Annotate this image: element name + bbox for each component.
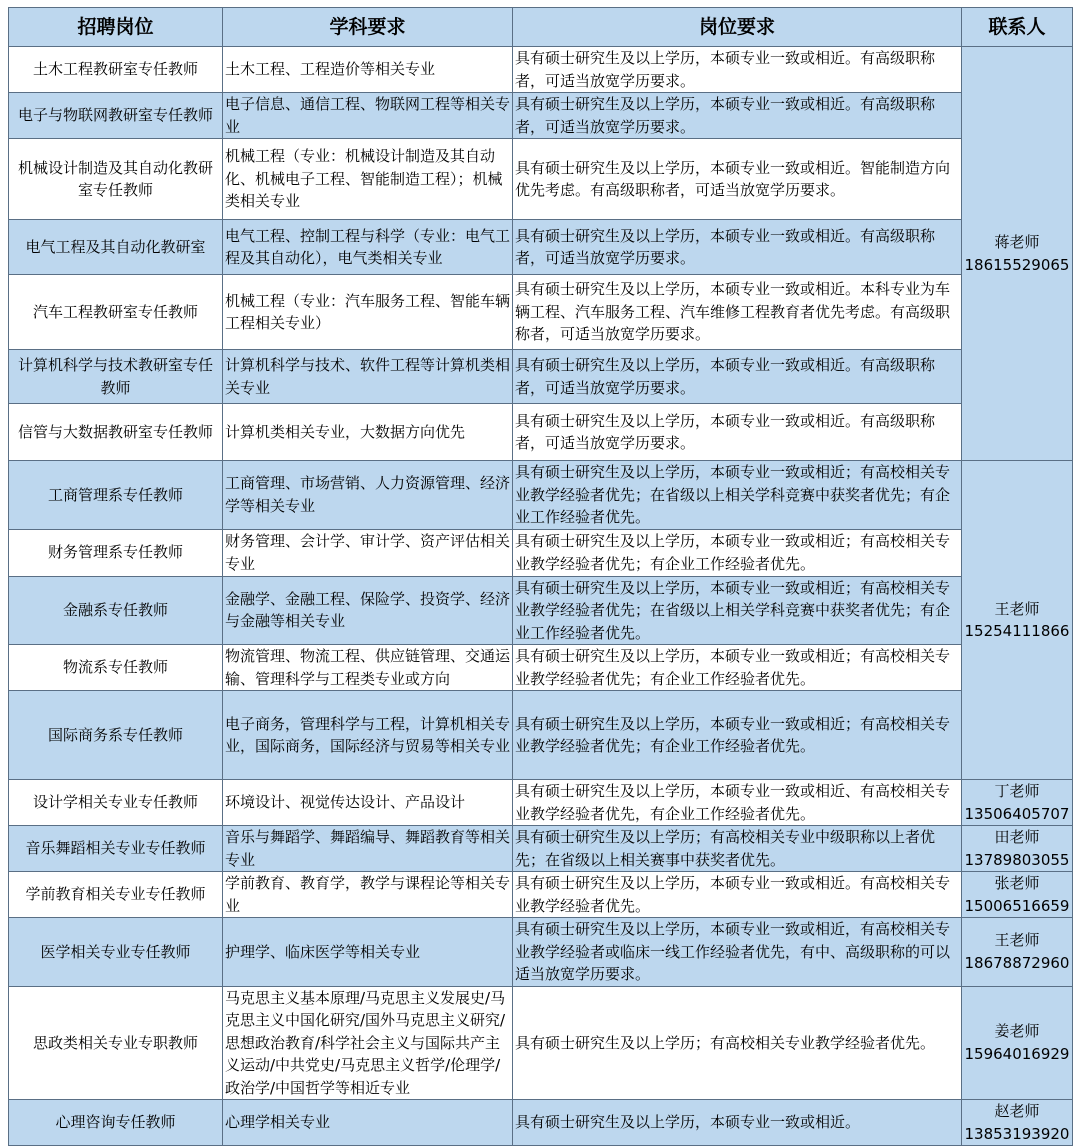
subject-cell: 计算机类相关专业，大数据方向优先	[223, 404, 513, 461]
requirement-cell: 具有硕士研究生及以上学历；有高校相关专业中级职称以上者优先；在省级以上相关赛事中获奖者优先。	[513, 826, 962, 872]
contact-name: 赵老师	[994, 1102, 1040, 1120]
contact-cell	[962, 826, 1073, 872]
contact-name: 蒋老师	[994, 233, 1040, 251]
contact-name: 姜老师	[994, 1022, 1040, 1041]
requirement-cell: 具有硕士研究生及以上学历，本硕专业一致或相近。有高校相关专业教学经验者优先。	[513, 872, 962, 918]
contact-cell	[962, 47, 1073, 461]
contact-name: 田老师	[994, 828, 1040, 846]
position-cell: 音乐舞蹈相关专业专任教师	[9, 826, 223, 872]
recruitment-table	[8, 7, 1073, 1146]
position-cell: 电子与物联网教研室专任教师	[9, 93, 223, 139]
contact-phone: 13789803055	[964, 850, 1070, 869]
contact-name: 王老师	[994, 931, 1040, 950]
contact-phone: 18615529065	[964, 255, 1070, 274]
position-cell: 工商管理系专任教师	[9, 461, 223, 530]
contact-phone: 13853193920	[964, 1124, 1070, 1143]
subject-cell: 护理学、临床医学等相关专业	[223, 918, 513, 987]
header-position: 招聘岗位	[9, 8, 223, 47]
subject-cell: 机械工程（专业：机械设计制造及其自动化、机械电子工程、智能制造工程）；机械类相关专业	[223, 139, 513, 220]
header-requirement: 岗位要求	[513, 8, 962, 47]
table-row	[9, 1100, 1073, 1146]
subject-cell: 机械工程（专业：汽车服务工程、智能车辆工程相关专业）	[223, 275, 513, 350]
table-row	[9, 986, 1073, 1100]
contact-name: 丁老师	[994, 782, 1040, 800]
subject-cell: 电子商务，管理科学与工程，计算机相关专业，国际商务，国际经济与贸易等相关专业	[223, 691, 513, 780]
position-cell: 心理咨询专任教师	[9, 1100, 223, 1146]
requirement-cell: 具有硕士研究生及以上学历；有高校相关专业教学经验者优先。	[513, 986, 962, 1100]
requirement-cell: 具有硕士研究生及以上学历，本硕专业一致或相近，有高校相关专业教学经验者或临床一线工作经验者优先，有中、高级职称的可以适当放宽学历要求。	[513, 918, 962, 987]
contact-cell	[962, 918, 1073, 987]
table-row	[9, 350, 1073, 404]
requirement-cell: 具有硕士研究生及以上学历，本硕专业一致或相近。有高级职称者，可适当放宽学历要求。	[513, 220, 962, 275]
requirement-cell: 具有硕士研究生及以上学历，本硕专业一致或相近；有高校相关专业教学经验者优先；有企业工作经验者优先。	[513, 529, 962, 576]
requirement-cell: 具有硕士研究生及以上学历，本硕专业一致或相近。本科专业为车辆工程、汽车服务工程、汽车维修工程教育者优先考虑。有高级职称者，可适当放宽学历要求。	[513, 275, 962, 350]
requirement-cell: 具有硕士研究生及以上学历，本硕专业一致或相近。智能制造方向优先考虑。有高级职称者，可适当放宽学历要求。	[513, 139, 962, 220]
table-row	[9, 918, 1073, 987]
position-cell: 财务管理系专任教师	[9, 529, 223, 576]
position-cell: 信管与大数据教研室专任教师	[9, 404, 223, 461]
position-cell: 学前教育相关专业专任教师	[9, 872, 223, 918]
position-cell: 思政类相关专业专职教师	[9, 986, 223, 1100]
table-row	[9, 576, 1073, 645]
position-cell: 医学相关专业专任教师	[9, 918, 223, 987]
subject-cell: 电子信息、通信工程、物联网工程等相关专业	[223, 93, 513, 139]
subject-cell: 金融学、金融工程、保险学、投资学、经济与金融等相关专业	[223, 576, 513, 645]
header-contact: 联系人	[962, 8, 1073, 47]
requirement-cell: 具有硕士研究生及以上学历，本硕专业一致或相近。有高级职称者，可适当放宽学历要求。	[513, 93, 962, 139]
position-cell: 机械设计制造及其自动化教研室专任教师	[9, 139, 223, 220]
requirement-cell: 具有硕士研究生及以上学历，本硕专业一致或相近。	[513, 1100, 962, 1146]
requirement-cell: 具有硕士研究生及以上学历，本硕专业一致或相近。有高级职称者，可适当放宽学历要求。	[513, 404, 962, 461]
requirement-cell: 具有硕士研究生及以上学历，本硕专业一致或相近；有高校相关专业教学经验者优先；在省级以上相关学科竞赛中获奖者优先；有企业工作经验者优先。	[513, 461, 962, 530]
contact-name: 王老师	[994, 599, 1040, 618]
table-row	[9, 139, 1073, 220]
table-row	[9, 47, 1073, 93]
position-cell: 电气工程及其自动化教研室	[9, 220, 223, 275]
subject-cell: 心理学相关专业	[223, 1100, 513, 1146]
table-row	[9, 404, 1073, 461]
table-row	[9, 93, 1073, 139]
position-cell: 国际商务系专任教师	[9, 691, 223, 780]
subject-cell: 财务管理、会计学、审计学、资产评估相关专业	[223, 529, 513, 576]
subject-cell: 计算机科学与技术、软件工程等计算机类相关专业	[223, 350, 513, 404]
table-row	[9, 461, 1073, 530]
contact-cell	[962, 461, 1073, 780]
requirement-cell: 具有硕士研究生及以上学历，本硕专业一致或相近。有高级职称者，可适当放宽学历要求。	[513, 350, 962, 404]
position-cell: 金融系专任教师	[9, 576, 223, 645]
contact-cell	[962, 1100, 1073, 1146]
contact-phone: 15006516659	[964, 896, 1070, 915]
table-row	[9, 780, 1073, 826]
subject-cell: 学前教育、教育学，教学与课程论等相关专业	[223, 872, 513, 918]
contact-name: 张老师	[994, 874, 1040, 892]
header-subject: 学科要求	[223, 8, 513, 47]
table-row	[9, 275, 1073, 350]
subject-cell: 工商管理、市场营销、人力资源管理、经济学等相关专业	[223, 461, 513, 530]
contact-cell	[962, 986, 1073, 1100]
table-row	[9, 826, 1073, 872]
requirement-cell: 具有硕士研究生及以上学历，本硕专业一致或相近。有高级职称者，可适当放宽学历要求。	[513, 47, 962, 93]
position-cell: 计算机科学与技术教研室专任教师	[9, 350, 223, 404]
subject-cell: 马克思主义基本原理/马克思主义发展史/马克思主义中国化研究/国外马克思主义研究/思想政治教育/科学社会主义与国际共产主义运动/中共党史/马克思主义哲学/伦理学/政治学/中国哲学等相近专业	[223, 986, 513, 1100]
position-cell: 土木工程教研室专任教师	[9, 47, 223, 93]
table-row	[9, 872, 1073, 918]
contact-phone: 15964016929	[964, 1044, 1070, 1063]
requirement-cell: 具有硕士研究生及以上学历，本硕专业一致或相近、有高校相关专业教学经验者优先，有企业工作经验者优先。	[513, 780, 962, 826]
position-cell: 物流系专任教师	[9, 645, 223, 691]
subject-cell: 物流管理、物流工程、供应链管理、交通运输、管理科学与工程类专业或方向	[223, 645, 513, 691]
table-row	[9, 645, 1073, 691]
requirement-cell: 具有硕士研究生及以上学历，本硕专业一致或相近；有高校相关专业教学经验者优先；在省级以上相关学科竞赛中获奖者优先；有企业工作经验者优先。	[513, 576, 962, 645]
contact-cell	[962, 780, 1073, 826]
table-row	[9, 529, 1073, 576]
contact-phone: 13506405707	[964, 804, 1070, 823]
contact-phone: 18678872960	[964, 953, 1070, 972]
requirement-cell: 具有硕士研究生及以上学历，本硕专业一致或相近；有高校相关专业教学经验者优先；有企业工作经验者优先。	[513, 691, 962, 780]
position-cell: 汽车工程教研室专任教师	[9, 275, 223, 350]
subject-cell: 环境设计、视觉传达设计、产品设计	[223, 780, 513, 826]
table-row	[9, 220, 1073, 275]
subject-cell: 电气工程、控制工程与科学（专业：电气工程及其自动化），电气类相关专业	[223, 220, 513, 275]
subject-cell: 音乐与舞蹈学、舞蹈编导、舞蹈教育等相关专业	[223, 826, 513, 872]
contact-cell	[962, 872, 1073, 918]
subject-cell: 土木工程、工程造价等相关专业	[223, 47, 513, 93]
table-row	[9, 691, 1073, 780]
contact-phone: 15254111866	[964, 622, 1070, 640]
requirement-cell: 具有硕士研究生及以上学历，本硕专业一致或相近；有高校相关专业教学经验者优先；有企业工作经验者优先。	[513, 645, 962, 691]
position-cell: 设计学相关专业专任教师	[9, 780, 223, 826]
header-row	[9, 8, 1073, 47]
